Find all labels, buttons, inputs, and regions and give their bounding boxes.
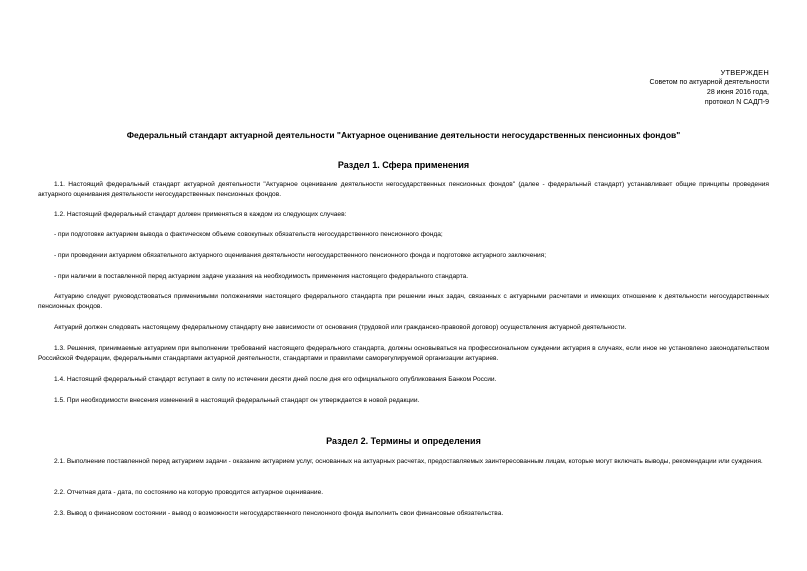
paragraph-1-5: 1.5. При необходимости внесения изменений в настоящий федеральный стандарт он утверждается в новой редакции. (54, 397, 420, 404)
approval-heading: УТВЕРЖДЕН (720, 68, 769, 77)
approval-protocol: протокол N САДП-9 (704, 99, 769, 106)
document-title: Федеральный стандарт актуарной деятельности "Актуарное оценивание деятельности негосударственных пенсионных фондов" (126, 130, 681, 140)
paragraph-1-2: 1.2. Настоящий федеральный стандарт должен применяться в каждом из следующих случаев: (54, 211, 347, 218)
approval-date: 28 июня 2016 года, (706, 89, 769, 96)
list-item-3: - при наличии в поставленной перед актуарием задаче указания на необходимость применения настоящего федерального стандарта. (54, 273, 469, 280)
paragraph-1-3: 1.3. Решения, принимаемые актуарием при выполнении требований настоящего федерального стандарта, должны основываться на профессиональном суждении актуария в случаях, если иное не установлено законодательством Российской Федерации, федеральными стандартами актуарной деятельности, стандартами и правилами саморегулируемой организации актуариев. (38, 345, 769, 362)
paragraph-2-1: 2.1. Выполнение поставленной перед актуарием задачи - оказание актуарием услуг, основанных на актуарных расчетах, предоставляемых заинтересованным лицам, которые могут включать выводы, рекомендации или суждения. (54, 458, 763, 465)
paragraph-scope-other-tasks: Актуарию следует руководствоваться применимыми положениями настоящего федерального стандарта при решении иных задач, связанных с актуарными расчетами и имеющих отношение к деятельности негосударственных пенсионных фондов. (38, 293, 769, 310)
paragraph-2-3: 2.3. Вывод о финансовом состоянии - вывод о возможности негосударственного пенсионного фонда выполнить свои финансовые обязательства. (54, 510, 504, 517)
paragraph-scope-basis: Актуарий должен следовать настоящему федеральному стандарту вне зависимости от основания (трудовой или гражданско-правовой договор) осуществления актуарной деятельности. (54, 324, 627, 331)
list-item-2: - при проведении актуарием обязательного актуарного оценивания деятельности негосударственного пенсионного фонда и подготовке актуарного заключения; (54, 252, 547, 259)
approval-body-line: Советом по актуарной деятельности (649, 79, 769, 86)
section-2-title: Раздел 2. Термины и определения (326, 436, 481, 446)
paragraph-1-4: 1.4. Настоящий федеральный стандарт вступает в силу по истечении десяти дней после дня его официального опубликования Банком России. (54, 376, 497, 383)
section-1-title: Раздел 1. Сфера применения (337, 160, 470, 170)
paragraph-2-2: 2.2. Отчетная дата - дата, по состоянию на которую проводится актуарное оценивание. (54, 489, 324, 496)
approval-block (650, 68, 769, 108)
paragraph-1-1: 1.1. Настоящий федеральный стандарт актуарной деятельности "Актуарное оценивание деятельности негосударственных пенсионных фондов" (далее - федеральный стандарт) устанавливает общие принципы проведения актуарного оценивания деятельности негосударственных пенсионных фондов. (38, 181, 769, 198)
list-item-1: - при подготовке актуарием вывода о фактическом объеме совокупных обязательств негосударственного пенсионного фонда; (54, 231, 443, 238)
